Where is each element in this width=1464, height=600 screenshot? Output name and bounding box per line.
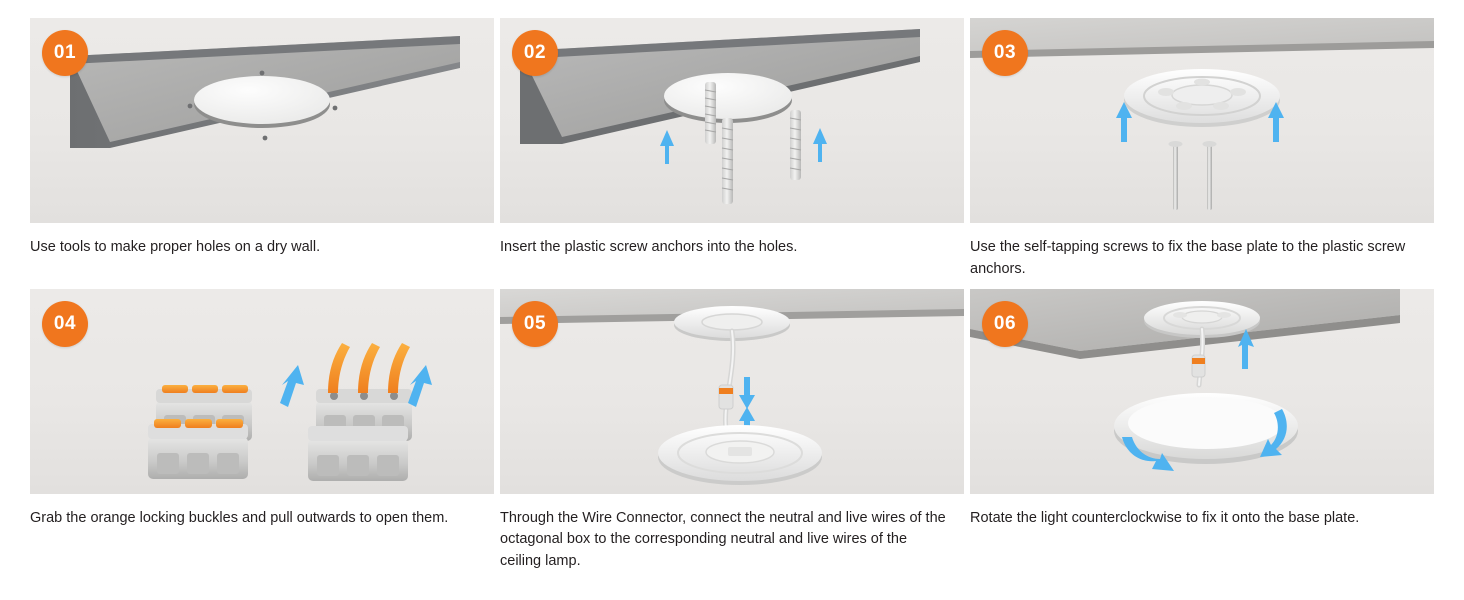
ceiling-panel-with-hole-illustration	[30, 18, 494, 223]
step-02-caption: Insert the plastic screw anchors into the holes.	[500, 239, 798, 255]
step-04-caption: Grab the orange locking buckles and pull outwards to open them.	[30, 509, 449, 526]
direction-arrows	[660, 128, 827, 164]
step-05-badge: 05	[512, 301, 558, 347]
base-plate	[1124, 69, 1280, 127]
wiring-connection-illustration	[500, 289, 964, 494]
step-03-figure	[970, 18, 1434, 223]
step-01-badge: 01	[42, 30, 88, 76]
step-04-figure	[30, 289, 494, 494]
step-06-badge: 06	[982, 301, 1028, 347]
ceiling-panel-with-anchors-illustration	[500, 18, 964, 223]
screw-anchor-left	[705, 82, 716, 144]
connector-closed-front	[148, 419, 248, 479]
self-tapping-screws	[1169, 141, 1217, 210]
step-03-badge: 03	[982, 30, 1028, 76]
step-03	[970, 18, 1440, 281]
step-02-badge: 02	[512, 30, 558, 76]
step-02-figure	[500, 18, 964, 223]
step-06	[970, 289, 1440, 573]
open-levers-back	[328, 343, 410, 393]
wire-connector	[719, 385, 733, 409]
wire-connector	[1192, 355, 1205, 377]
step-01-figure	[30, 18, 494, 223]
screw-anchor-center	[722, 118, 733, 204]
step-04	[30, 289, 500, 573]
rotate-light-onto-base-plate-illustration	[970, 289, 1434, 494]
ceiling-lamp	[658, 425, 822, 485]
step-05-caption: Through the Wire Connector, connect the neutral and live wires of the octagonal box to the corresponding neutral and live wires of the ceiling lamp.	[500, 509, 946, 569]
wire-connector-levers-illustration	[30, 289, 494, 494]
base-plate-and-screws-illustration	[970, 18, 1434, 223]
step-06-caption: Rotate the light counterclockwise to fix it onto the base plate.	[970, 509, 1360, 526]
step-04-badge: 04	[42, 301, 88, 347]
step-06-figure	[970, 289, 1434, 494]
step-01-caption: Use tools to make proper holes on a dry wall.	[30, 239, 321, 255]
steps-grid	[30, 18, 1440, 573]
screw-anchor-right	[790, 110, 801, 180]
step-05	[500, 289, 970, 573]
step-01	[30, 18, 500, 281]
connector-open-front	[308, 426, 408, 481]
step-02	[500, 18, 970, 281]
step-03-caption: Use the self-tapping screws to fix the base plate to the plastic screw anchors.	[970, 239, 1406, 277]
step-05-figure	[500, 289, 964, 494]
